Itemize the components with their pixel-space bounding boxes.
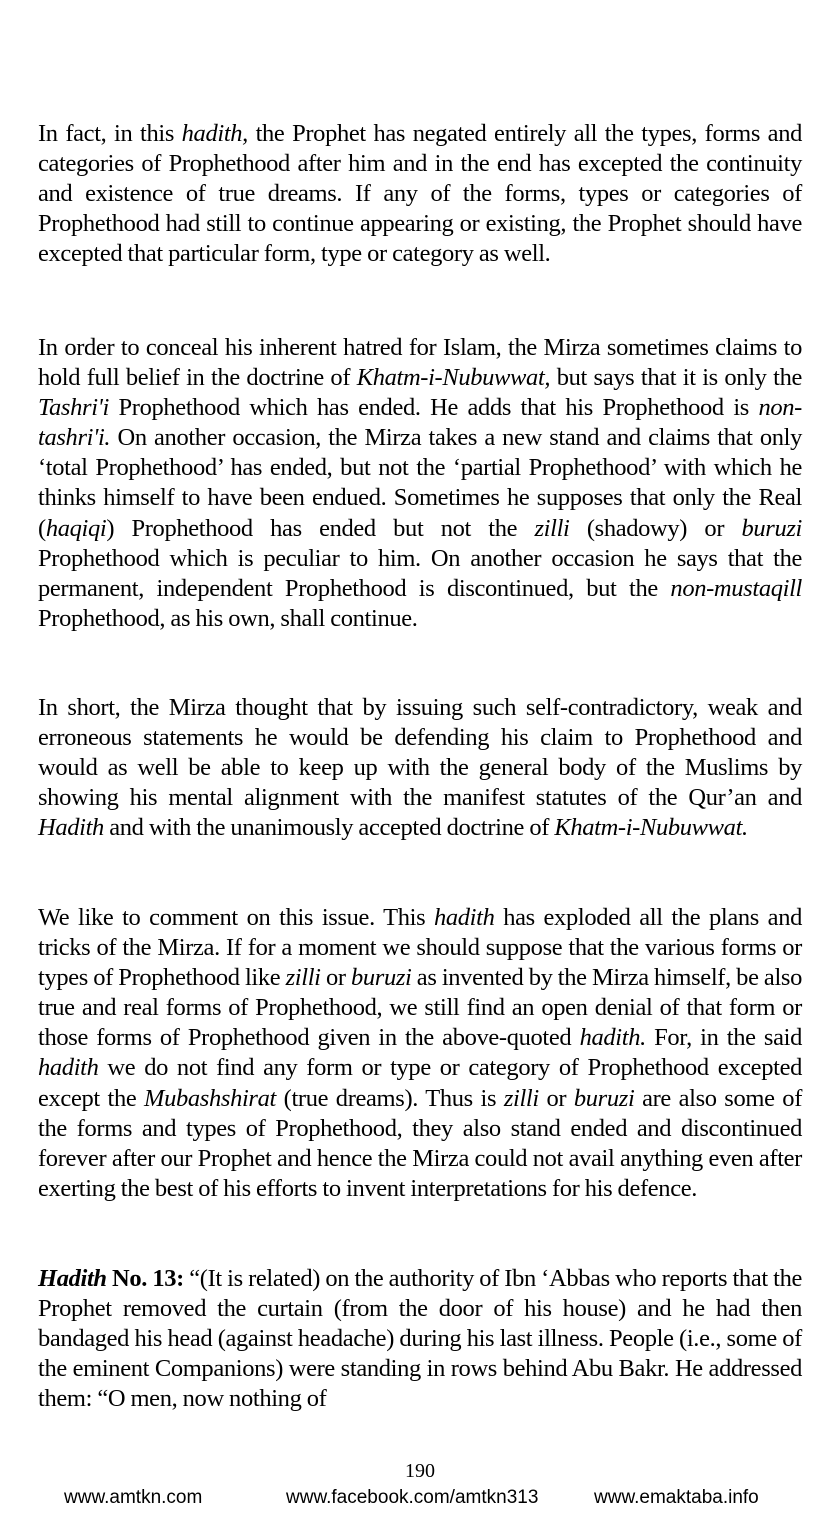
footer-link-emaktaba: www.emaktaba.info <box>594 1487 759 1508</box>
paragraph-4: We like to comment on this issue. This hadith has exploded all the plans and tricks of the Mirza. If for a moment we should suppose that the various forms or types of Prophethood like zilli or buruzi as invented by the Mirza himself, be also true and real forms of Prophethood, we still find an open denial of that form or those forms of Prophethood given in the above-quoted hadith. For, in the said hadith we do not find any form or type or category of Prophethood excepted except the Mubashshirat (true dreams). Thus is zilli or buruzi are also some of the forms and types of Prophethood, they also stand ended and discontinued forever after our Prophet and hence the Mirza could not avail anything even after exerting the best of his efforts to invent interpretations for his defence. <box>38 904 802 1202</box>
footer-link-amtkn: www.amtkn.com <box>64 1487 203 1508</box>
hadith-heading-number: No. 13: <box>106 1265 184 1292</box>
page-number: 190 <box>405 1460 435 1482</box>
paragraph-2: In order to conceal his inherent hatred for Islam, the Mirza sometimes claims to hold full belief in the doctrine of Khatm-i-Nubuwwat, but says that it is only the Tashri'i Prophethood which has ended. He adds that his Prophethood is non-tashri'i. On another occasion, the Mirza takes a new stand and claims that only ‘total Prophethood’ has ended, but not the ‘partial Prophethood’ with which he thinks himself to have been endued. Sometimes he supposes that only the Real (haqiqi) Prophethood has ended but not the zilli (shadowy) or buruzi Prophethood which is peculiar to him. On another occasion he says that the permanent, independent Prophethood is discontinued, but the non-mustaqill Prophethood, as his own, shall continue. <box>38 334 802 632</box>
hadith-heading-word: Hadith <box>38 1265 107 1292</box>
paragraph-5-hadith-13: Hadith No. 13: “(It is related) on the authority of Ibn ‘Abbas who reports that the Prophet removed the curtain (from the door of his house) and he had then bandaged his head (against headache) during his last illness. People (i.e., some of the eminent Companions) were standing in rows behind Abu Bakr. He addressed them: “O men, now nothing of <box>38 1265 802 1413</box>
paragraph-1: In fact, in this hadith, the Prophet has negated entirely all the types, forms and categories of Prophethood after him and in the end has excepted the continuity and existence of true dreams. If any of the forms, types or categories of Prophethood had still to continue appearing or existing, the Prophet should have excepted that particular form, type or category as well. <box>38 120 802 268</box>
paragraph-3: In short, the Mirza thought that by issuing such self-contradictory, weak and erroneous statements he would be defending his claim to Prophethood and would as well be able to keep up with the general body of the Muslims by showing his mental alignment with the manifest statutes of the Qur’an and Hadith and with the unanimously accepted doctrine of Khatm-i-Nubuwwat. <box>38 694 802 842</box>
footer-link-facebook: www.facebook.com/amtkn313 <box>286 1487 539 1508</box>
